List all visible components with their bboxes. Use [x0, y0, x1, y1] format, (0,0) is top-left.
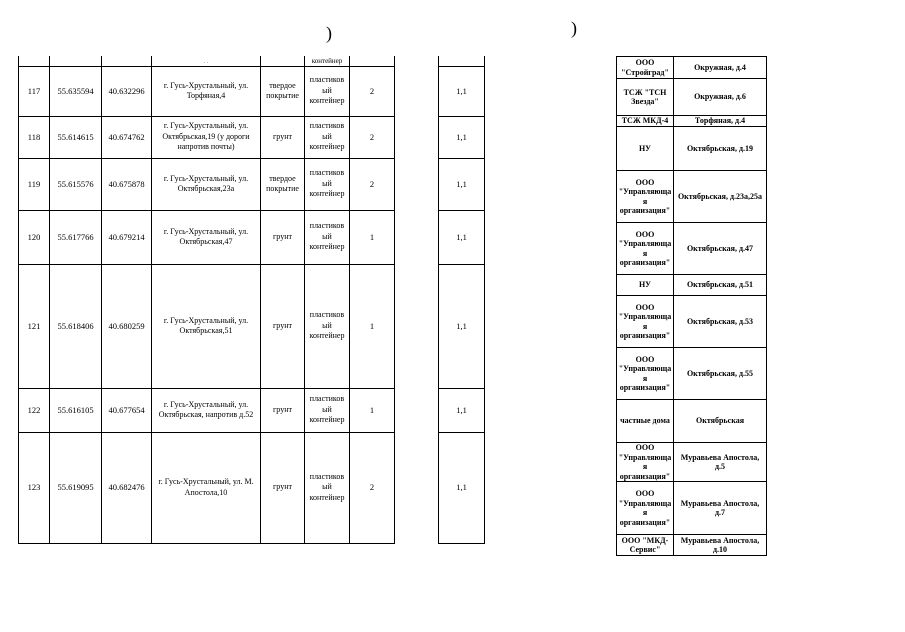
owner-cell: ООО "Управляюща я организация"	[617, 348, 674, 400]
surface-cell: грунт	[261, 210, 305, 264]
table-row	[617, 296, 767, 348]
count-cell: 2	[350, 116, 395, 158]
volume-cell: 1,1	[439, 158, 485, 210]
volume-table	[438, 56, 485, 544]
owner-cell: ТСЖ "ТСН Звезда"	[617, 79, 674, 116]
owner-cell: ООО "Управляюща я организация"	[617, 171, 674, 223]
table-row	[439, 432, 485, 543]
count-cell: 1	[350, 210, 395, 264]
table-row	[439, 116, 485, 158]
address-cell: г. Гусь-Хрустальный, ул. Октябрьская, напротив д.52	[152, 388, 261, 432]
table-row	[19, 66, 395, 116]
table-row	[19, 158, 395, 210]
table-row	[617, 443, 767, 482]
material-cell: пластиков ый контейнер	[305, 116, 350, 158]
owner-cell: ООО "Стройград"	[617, 57, 674, 79]
longitude-cell: 40.677654	[102, 388, 152, 432]
latitude-cell: 55.635594	[50, 66, 102, 116]
table-row	[617, 171, 767, 223]
table-row	[439, 388, 485, 432]
table-row	[617, 275, 767, 296]
address-cell: Торфяная, д.4	[674, 116, 767, 127]
latitude-cell: 55.616105	[50, 388, 102, 432]
longitude-cell: 40.675878	[102, 158, 152, 210]
material-cell: пластиков ый контейнер	[305, 388, 350, 432]
address-cell: · ·	[152, 56, 261, 66]
volume-cell: 1,1	[439, 66, 485, 116]
scan-mark-right: )	[571, 18, 577, 38]
container-sites-table	[18, 56, 395, 544]
address-cell: Октябрьская, д.51	[674, 275, 767, 296]
table-row	[617, 348, 767, 400]
table-row	[617, 79, 767, 116]
surface-cell: грунт	[261, 388, 305, 432]
surface-cell: грунт	[261, 432, 305, 543]
owner-cell: ООО "Управляюща я организация"	[617, 223, 674, 275]
owner-cell: ООО "Управляюща я организация"	[617, 296, 674, 348]
count-cell: 2	[350, 158, 395, 210]
address-cell: Октябрьская	[674, 400, 767, 443]
owners-table	[616, 56, 767, 556]
latitude-cell: 55.617766	[50, 210, 102, 264]
volume-cell: 1,1	[439, 388, 485, 432]
surface-cell: грунт	[261, 264, 305, 388]
row-number-cell: 123	[19, 432, 50, 543]
material-cell: пластиков ый контейнер	[305, 158, 350, 210]
table-row	[19, 210, 395, 264]
address-cell: Октябрьская, д.23а,25а	[674, 171, 767, 223]
table-row	[617, 116, 767, 127]
material-cell: пластиков ый контейнер	[305, 264, 350, 388]
address-cell: Муравьева Апостола, д.10	[674, 535, 767, 556]
owner-cell: ООО "Управляюща я организация"	[617, 443, 674, 482]
latitude-cell: 55.615576	[50, 158, 102, 210]
latitude-cell: 55.614615	[50, 116, 102, 158]
longitude-cell: 40.679214	[102, 210, 152, 264]
table-row	[19, 432, 395, 543]
volume-cell: 1,1	[439, 264, 485, 388]
material-cell: пластиков ый контейнер	[305, 210, 350, 264]
table-row	[19, 264, 395, 388]
table-row	[439, 158, 485, 210]
volume-cell: 1,1	[439, 210, 485, 264]
table-row	[617, 482, 767, 535]
address-cell: Октябрьская, д.53	[674, 296, 767, 348]
owner-cell: частные дома	[617, 400, 674, 443]
count-cell: 1	[350, 388, 395, 432]
address-cell: г. Гусь-Хрустальный, ул. М. Апостола,10	[152, 432, 261, 543]
address-cell: г. Гусь-Хрустальный, ул. Торфяная,4	[152, 66, 261, 116]
owner-cell: НУ	[617, 127, 674, 171]
latitude-cell: 55.618406	[50, 264, 102, 388]
address-cell: г. Гусь-Хрустальный, ул. Октябрьская,19 (у дороги напротив почты)	[152, 116, 261, 158]
count-cell: 2	[350, 432, 395, 543]
table-row	[439, 264, 485, 388]
table-row	[439, 66, 485, 116]
address-cell: Октябрьская, д.19	[674, 127, 767, 171]
table-row	[19, 388, 395, 432]
address-cell: Муравьева Апостола, д.5	[674, 443, 767, 482]
material-cell: пластиков ый контейнер	[305, 432, 350, 543]
material-cell: контейнер	[305, 56, 350, 66]
longitude-cell: 40.680259	[102, 264, 152, 388]
address-cell: г. Гусь-Хрустальный, ул. Октябрьская,51	[152, 264, 261, 388]
table-row	[617, 57, 767, 79]
longitude-cell: 40.682476	[102, 432, 152, 543]
volume-cell: 1,1	[439, 116, 485, 158]
address-cell: Муравьева Апостола, д.7	[674, 482, 767, 535]
owner-cell: ООО "МКД-Сервис"	[617, 535, 674, 556]
address-cell: Окружная, д.4	[674, 57, 767, 79]
count-cell: 1	[350, 264, 395, 388]
count-cell: 2	[350, 66, 395, 116]
row-number-cell: 118	[19, 116, 50, 158]
address-cell: Окружная, д.6	[674, 79, 767, 116]
surface-cell: грунт	[261, 116, 305, 158]
surface-cell: твердое покрытие	[261, 158, 305, 210]
table-row	[617, 400, 767, 443]
surface-cell: твердое покрытие	[261, 66, 305, 116]
volume-cell: 1,1	[439, 432, 485, 543]
row-number-cell: 120	[19, 210, 50, 264]
table-row-partial	[19, 56, 395, 66]
table-row	[617, 223, 767, 275]
owner-cell: ТСЖ МКД-4	[617, 116, 674, 127]
owner-cell: НУ	[617, 275, 674, 296]
address-cell: Октябрьская, д.55	[674, 348, 767, 400]
table-row	[617, 535, 767, 556]
longitude-cell: 40.674762	[102, 116, 152, 158]
table-row	[19, 116, 395, 158]
address-cell: Октябрьская, д.47	[674, 223, 767, 275]
scan-mark-left: )	[326, 23, 332, 43]
table-row	[617, 127, 767, 171]
longitude-cell: 40.632296	[102, 66, 152, 116]
latitude-cell: 55.619095	[50, 432, 102, 543]
owner-cell: ООО "Управляюща я организация"	[617, 482, 674, 535]
row-number-cell: 122	[19, 388, 50, 432]
row-number-cell: 119	[19, 158, 50, 210]
address-cell: г. Гусь-Хрустальный, ул. Октябрьская,47	[152, 210, 261, 264]
address-cell: г. Гусь-Хрустальный, ул. Октябрьская,23а	[152, 158, 261, 210]
material-cell: пластиков ый контейнер	[305, 66, 350, 116]
row-number-cell: 121	[19, 264, 50, 388]
row-number-cell: 117	[19, 66, 50, 116]
table-row	[439, 210, 485, 264]
